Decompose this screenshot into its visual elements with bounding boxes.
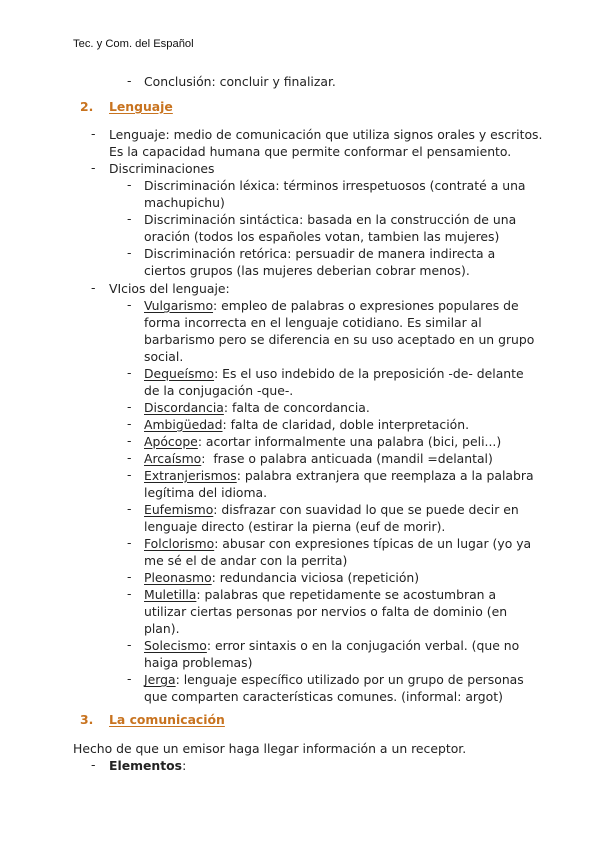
vicio-line: que comparten características comunes. (informal: argot) bbox=[144, 689, 503, 704]
bullet-dash: - bbox=[91, 160, 96, 175]
bullet-dash: - bbox=[127, 245, 132, 260]
vicio-term: Apócope bbox=[144, 434, 198, 449]
bullet-dash: - bbox=[127, 586, 132, 601]
lenguaje-definition-line2: Es la capacidad humana que permite conformar el pensamiento. bbox=[109, 144, 512, 159]
section-2-title: Lenguaje bbox=[109, 99, 173, 114]
disc-retorica-line1: Discriminación retórica: persuadir de manera indirecta a bbox=[144, 246, 496, 261]
bullet-dash: - bbox=[127, 637, 132, 652]
comunicacion-intro: Hecho de que un emisor haga llegar información a un receptor. bbox=[73, 741, 467, 756]
vicio-eufemismo: Eufemismo: disfrazar con suavidad lo que se puede decir en bbox=[144, 502, 519, 517]
section-3-title: La comunicación bbox=[109, 712, 225, 727]
vicio-term: Eufemismo bbox=[144, 502, 214, 517]
vicio-term: Extranjerismos bbox=[144, 468, 237, 483]
disc-sintactica-line1: Discriminación sintáctica: basada en la construcción de una bbox=[144, 212, 517, 227]
bullet-dash: - bbox=[127, 177, 132, 192]
disc-retorica-line2: ciertos grupos (las mujeres deberian cobrar menos). bbox=[144, 263, 470, 278]
conclusion-line: Conclusión: concluir y finalizar. bbox=[144, 74, 336, 89]
vicio-pleonasmo: Pleonasmo: redundancia viciosa (repetición) bbox=[144, 570, 420, 585]
vicio-term: Pleonasmo bbox=[144, 570, 212, 585]
vicio-folclorismo: Folclorismo: abusar con expresiones típicas de un lugar (yo ya bbox=[144, 536, 532, 551]
vicio-muletilla: Muletilla: palabras que repetidamente se acostumbran a bbox=[144, 587, 497, 602]
vicio-line: forma incorrecta en el lenguaje cotidiano. Es similar al bbox=[144, 315, 482, 330]
vicio-term: Dequeísmo bbox=[144, 366, 215, 381]
bullet-dash: - bbox=[127, 297, 132, 312]
vicio-term: Vulgarismo bbox=[144, 298, 214, 313]
vicio-dequeismo: Dequeísmo: Es el uso indebido de la preposición -de- delante bbox=[144, 366, 524, 381]
bullet-dash: - bbox=[127, 416, 132, 431]
vicio-term: Ambigüedad bbox=[144, 417, 223, 432]
vicio-line: social. bbox=[144, 349, 184, 364]
vicio-line: plan). bbox=[144, 621, 180, 636]
vicio-line: me sé el de andar con la perrita) bbox=[144, 553, 348, 568]
section-3-number: 3. bbox=[80, 712, 94, 727]
disc-sintactica-line2: oración (todos los españoles votan, tambien las mujeres) bbox=[144, 229, 500, 244]
vicio-apocope: Apócope: acortar informalmente una palabra (bici, peli...) bbox=[144, 434, 502, 449]
vicio-jerga: Jerga: lenguaje específico utilizado por un grupo de personas bbox=[144, 672, 524, 687]
vicio-term: Arcaísmo bbox=[144, 451, 202, 466]
lenguaje-definition-line1: Lenguaje: medio de comunicación que utiliza signos orales y escritos. bbox=[109, 127, 543, 142]
vicio-line: utilizar ciertas personas por nervios o falta de dominio (en bbox=[144, 604, 508, 619]
bullet-dash: - bbox=[127, 450, 132, 465]
page-header: Tec. y Com. del Español bbox=[73, 38, 194, 50]
bullet-dash: - bbox=[127, 73, 132, 88]
section-2-number: 2. bbox=[80, 99, 94, 114]
vicio-line: barbarismo pero se diferencia en su uso aceptado en un grupo bbox=[144, 332, 535, 347]
bullet-dash: - bbox=[127, 569, 132, 584]
disc-lexica-line1: Discriminación léxica: términos irrespetuosos (contraté a una bbox=[144, 178, 526, 193]
vicio-vulgarismo: Vulgarismo: empleo de palabras o expresiones populares de bbox=[144, 298, 519, 313]
vicio-line: lenguaje directo (estirar la pierna (euf de morir). bbox=[144, 519, 446, 534]
vicio-term: Muletilla bbox=[144, 587, 197, 602]
bullet-dash: - bbox=[127, 501, 132, 516]
elementos-line: Elementos: bbox=[109, 758, 187, 773]
vicio-term: Solecismo bbox=[144, 638, 207, 653]
bullet-dash: - bbox=[127, 433, 132, 448]
bullet-dash: - bbox=[127, 467, 132, 482]
disc-lexica-line2: machupichu) bbox=[144, 195, 225, 210]
vicio-ambiguedad: Ambigüedad: falta de claridad, doble interpretación. bbox=[144, 417, 470, 432]
vicio-term: Discordancia bbox=[144, 400, 224, 415]
elementos-label: Elementos bbox=[109, 758, 183, 773]
bullet-dash: - bbox=[127, 365, 132, 380]
vicios-heading: VIcios del lenguaje: bbox=[109, 281, 230, 296]
vicio-solecismo: Solecismo: error sintaxis o en la conjugación verbal. (que no bbox=[144, 638, 520, 653]
vicio-line: haiga problemas) bbox=[144, 655, 253, 670]
vicio-term: Jerga bbox=[144, 672, 176, 687]
vicio-line: de la conjugación -que-. bbox=[144, 383, 294, 398]
vicio-discordancia: Discordancia: falta de concordancia. bbox=[144, 400, 370, 415]
bullet-dash: - bbox=[91, 126, 96, 141]
bullet-dash: - bbox=[91, 757, 96, 772]
bullet-dash: - bbox=[127, 211, 132, 226]
vicio-line: legítima del idioma. bbox=[144, 485, 268, 500]
vicio-arcaismo: Arcaísmo: frase o palabra anticuada (mandil =delantal) bbox=[144, 451, 493, 466]
bullet-dash: - bbox=[127, 535, 132, 550]
bullet-dash: - bbox=[127, 399, 132, 414]
bullet-dash: - bbox=[91, 280, 96, 295]
discriminaciones-heading: Discriminaciones bbox=[109, 161, 215, 176]
vicio-extranjerismos: Extranjerismos: palabra extranjera que reemplaza a la palabra bbox=[144, 468, 534, 483]
vicio-term: Folclorismo bbox=[144, 536, 215, 551]
bullet-dash: - bbox=[127, 671, 132, 686]
